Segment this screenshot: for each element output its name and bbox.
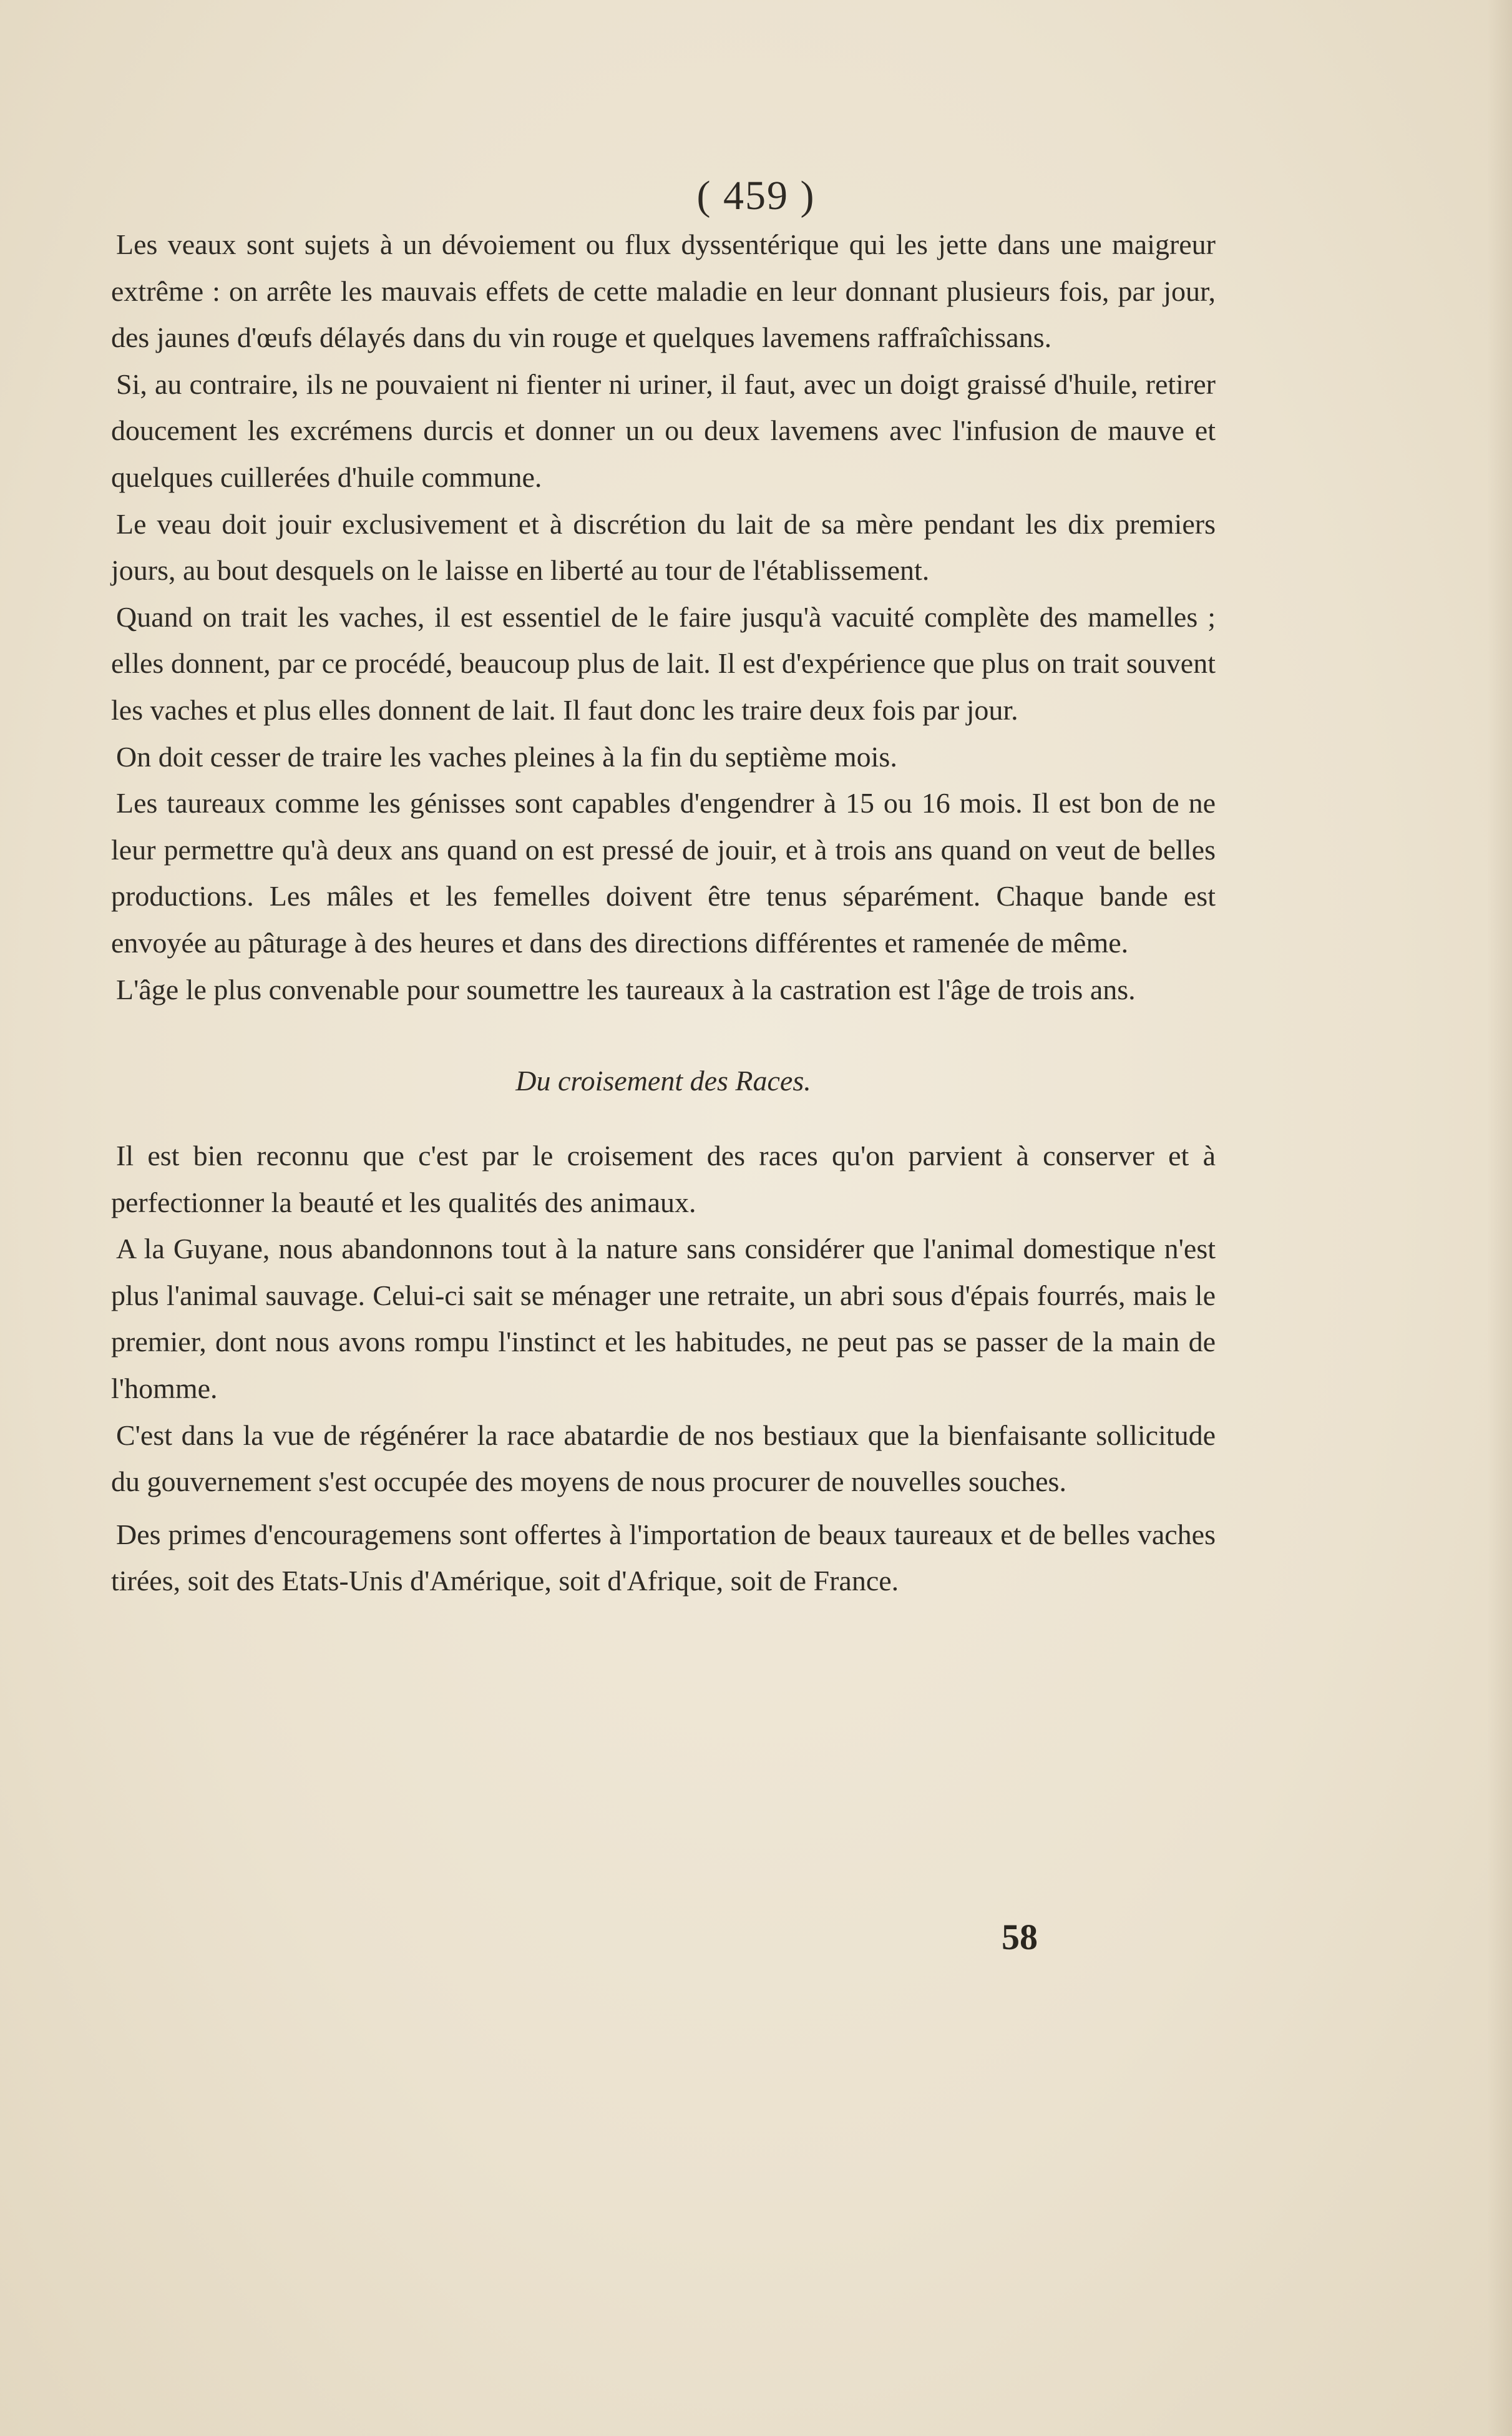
paragraph: Quand on trait les vaches, il est essentiel de le faire jusqu'à vacuité complète des mamelles ; elles donnent, par ce procédé, beaucoup plus de lait. Il est d'expérience que plus on trait souvent les vaches et plus elles donnent de lait. Il faut donc les traire deux fois par jour. — [111, 600, 1216, 726]
page-edge-shadow — [1487, 0, 1512, 2436]
paragraph: Les taureaux comme les génisses sont capables d'engendrer à 15 ou 16 mois. Il est bon de ne leur permettre qu'à deux ans quand on est pressé de jouir, et à trois ans quand on veut de belles productions. Les mâles et les femelles doivent être tenus séparément. Chaque bande est envoyée au pâturage à des heures et dans des directions différentes et ramenée de même. — [111, 787, 1216, 959]
paragraph: Le veau doit jouir exclusivement et à discrétion du lait de sa mère pendant les dix premiers jours, au bout desquels on le laisse en liberté au tour de l'établissement. — [111, 507, 1216, 587]
paragraph: Des primes d'encouragemens sont offertes à l'importation de beaux taureaux et de belles vaches tirées, soit des Etats-Unis d'Amérique, soit d'Afrique, soit de France. — [111, 1518, 1216, 1597]
paragraph: On doit cesser de traire les vaches pleines à la fin du septième mois. — [116, 740, 897, 773]
section-heading: Du croisement des Races. — [515, 1065, 811, 1097]
paragraph: A la Guyane, nous abandonnons tout à la nature sans considérer que l'animal domestique n'est plus l'animal sauvage. Celui-ci sait se ménager une retraite, un abri sous d'épais fourrés, mais le premier, dont nous avons rompu l'instinct et les habitudes, ne peut pas se passer de la main de l'homme. — [111, 1233, 1216, 1405]
page-number: ( 459 ) — [696, 173, 816, 218]
paragraph: Il est bien reconnu que c'est par le croisement des races qu'on parvient à conserver et à perfectionner la beauté et les qualités des animaux. — [111, 1140, 1216, 1218]
paragraph: L'âge le plus convenable pour soumettre les taureaux à la castration est l'âge de trois ans. — [116, 973, 1136, 1005]
signature-mark: 58 — [1002, 1917, 1038, 1957]
paragraph: Si, au contraire, ils ne pouvaient ni fienter ni uriner, il faut, avec un doigt graissé d'huile, retirer doucement les excrémens durcis et donner un ou deux lavemens avec l'infusion de mauve et quelques cuillerées d'huile commune. — [111, 368, 1216, 493]
body-text — [111, 222, 1216, 1605]
paragraph: Les veaux sont sujets à un dévoiement ou flux dyssentérique qui les jette dans une maigreur extrême : on arrête les mauvais effets de cette maladie en leur donnant plusieurs fois, par jour, des jaunes d'œufs délayés dans du vin rouge et quelques lavemens raffraîchissans. — [111, 228, 1216, 354]
paragraph: C'est dans la vue de régénérer la race abatardie de nos bestiaux que la bienfaisante sollicitude du gouvernement s'est occupée des moyens de nous procurer de nouvelles souches. — [111, 1419, 1216, 1498]
paragraph-gap — [111, 1505, 1216, 1512]
